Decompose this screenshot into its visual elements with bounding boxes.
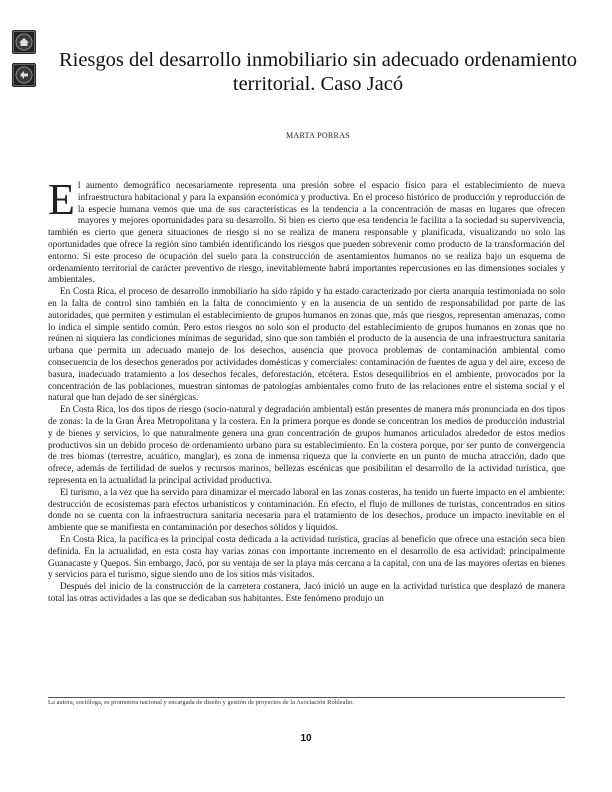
author-name: MARTA PORRAS xyxy=(285,131,351,140)
paragraph: Después del inicio de la construcción de la carretera costanera, Jacó inició un auge en la actividad turística que desplazó de manera total las otras actividades a las que se dedicaban sus habitantes. Este fenómeno produjo un xyxy=(48,582,565,604)
back-button[interactable] xyxy=(12,63,36,87)
footnote-divider xyxy=(48,697,565,698)
footnote: La autora, socióloga, es promotora nacional y encargada de diseño y gestión de proyectos de la Asociación Roblealto. xyxy=(48,699,355,706)
paragraph: El turismo, a la vez que ha servido para dinamizar el mercado laboral en las zonas costeras, ha tenido un fuerte impacto en el ambiente: destrucción de ecosistemas para efectos urbanísticos y contaminación. En efecto, el flujo de millones de turistas, concentrados en sitios donde no se cuenta con la infraestructura sanitaria necesaria para el tratamiento de los desechos, produce un impacto inevitable en el ambiente que se manifiesta en contaminación por desechos sólidos y líquidos. xyxy=(48,487,565,534)
page-number: 10 xyxy=(300,733,312,744)
paragraph: El aumento demográfico necesariamente representa una presión sobre el espacio físico para el establecimiento de nueva infraestructura habitacional y para la expansión económica y productiva. En el proceso histórico de producción y reproducción de la especie humana vemos que una de sus características es la tendencia a la concentración de masas en lugares que ofrecen mayores y mejores oportunidades para su desarrollo. Si bien es cierto que esa tendencia le facilita a la sociedad su supervivencia, también es cierto que genera situaciones de riesgo si no se realiza de manera responsable y planificada, visualizando no solo las oportunidades que ofrece la región sino también identificando los riesgos que pueden sobrevenir como producto de la transformación del entorno. Si este proceso de ocupación del suelo para la construcción de asentamientos humanos no se realiza bajo un esquema de ordenamiento territorial de carácter preventivo de riesgo, inevitablemente habrá importantes repercusiones en las dimensiones sociales y ambientales. xyxy=(48,175,565,286)
article-body xyxy=(48,175,565,606)
home-icon xyxy=(13,31,35,53)
article-title: Riesgos del desarrollo inmobiliario sin adecuado ordenamiento territorial. Caso Jacó xyxy=(58,49,578,95)
paragraph: En Costa Rica, el proceso de desarrollo inmobiliario ha sido rápido y ha estado caracterizado por cierta anarquía testimoniada no solo en la falta de control sino también en la falta de conocimiento y en la ausencia de un sentido de responsabilidad por parte de las autoridades, que permiten y estimulan el establecimiento de grupos humanos en zonas que, más que riesgos, representan amenazas, como lo indica el simple sentido común. Pero estos riesgos no solo son el producto del establecimiento de grupos humanos en zonas que no reúnen ni siquiera las condiciones mínimas de seguridad, sino que son también el producto de la ausencia de una infraestructura sanitaria urbana que permita un adecuado manejo de los desechos, ausencia que provoca problemas de contaminación ambiental como consecuencia de los desechos generados por actividades domésticas y comerciales: contaminación de fuentes de agua y del aire, exceso de basura, inadecuado tratamiento a los desechos fecales, deforestación, etcétera. Estos desequilibrios en el ambiente, provocados por la concentración de las poblaciones, muestran síntomas de patologías ambientales como fruto de las relaciones entre el sistema social y el natural que han dejado de ser sinérgicas. xyxy=(48,287,565,404)
home-button[interactable] xyxy=(12,30,36,54)
paragraph: En Costa Rica, la pacífica es la principal costa dedicada a la actividad turística, gracias al beneficio que ofrece una estación seca bien definida. En la actualidad, en esta costa hay varias zonas con importante incremento en el desarrollo de esa actividad: principalmente Guanacaste y Quepos. Sin embargo, Jacó, por su ventaja de ser la playa más cercana a la capital, con una de las mayores ofertas en bienes y servicios para el turismo, sigue siendo uno de los sitios más visitados. xyxy=(48,534,565,581)
drop-cap: E xyxy=(48,175,75,224)
back-arrow-icon xyxy=(13,64,35,86)
paragraph: En Costa Rica, los dos tipos de riesgo (socio-natural y degradación ambiental) están presentes de manera más pronunciada en dos tipos de zonas: la de la Gran Área Metropolitana y la costera. En la primera porque es donde se concentran los medios de producción industrial y de bienes y servicios, lo que naturalmente genera una gran concentración de grupos humanos articulados alrededor de estos medios productivos sin un debido proceso de ordenamiento urbano para su establecimiento. En la costera porque, por ser punto de convergencia de tres biomas (terrestre, acuático, manglar), es zona de inmensa riqueza que la convierte en un punto de mucha atracción, dado que ofrece, además de fertilidad de suelos y recursos marinos, bellezas escénicas que posibilitan el desarrollo de la actividad turística, que representa en la actualidad la principal actividad productiva. xyxy=(48,405,565,486)
